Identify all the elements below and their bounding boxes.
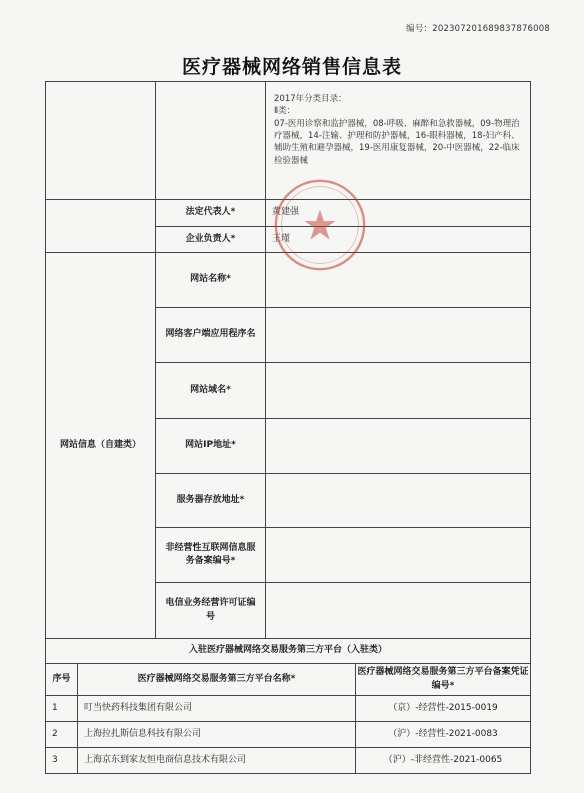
- row-platform-name: 上海京东到家友恒电商信息技术有限公司: [78, 748, 356, 774]
- document-number: 编号：20230720168983787​6008: [406, 24, 550, 34]
- blank-cell: [46, 200, 156, 253]
- legal-rep-row: [46, 200, 531, 227]
- ip-label: 网站IP地址*: [156, 419, 266, 474]
- client-app-value: [266, 308, 531, 363]
- category-class: Ⅱ类：: [274, 106, 296, 117]
- enterprise-head-label: 企业负责人*: [156, 227, 266, 253]
- legal-rep-label: 法定代表人*: [156, 200, 266, 227]
- icp-record-value: [266, 528, 531, 583]
- category-row: [46, 82, 531, 200]
- header-seq: 序号: [46, 664, 78, 696]
- row-seq: 1: [46, 696, 78, 722]
- page-title: 医疗器械网络销售信息表: [181, 56, 402, 78]
- website-info-label: 网站信息（自建类）: [46, 253, 156, 639]
- telecom-license-label: 电信业务经营许可证编号: [156, 583, 266, 639]
- ip-value: [266, 419, 531, 474]
- row-record-number: （京）-经营性-2015-0019: [356, 696, 531, 722]
- domain-label: 网站域名*: [156, 363, 266, 419]
- category-cell: [266, 82, 531, 200]
- sales-info-table: [45, 81, 531, 774]
- row-platform-name: 叮当快药科技集团有限公司: [78, 696, 356, 722]
- header-platform-name: 医疗器械网络交易服务第三方平台名称*: [78, 664, 356, 696]
- row-seq: 3: [46, 748, 78, 774]
- enterprise-head-value: 王瑾: [266, 227, 531, 253]
- legal-rep-value: 黄建强: [266, 200, 531, 227]
- row-record-number: （沪）-经营性-2021-0083: [356, 722, 531, 748]
- platform-header-row: [46, 664, 531, 696]
- table-row: [46, 722, 531, 748]
- server-address-label: 服务器存放地址*: [156, 474, 266, 528]
- website-name-label: 网站名称*: [156, 253, 266, 308]
- row-platform-name: 上海拉扎斯信息科技有限公司: [78, 722, 356, 748]
- blank-cell: [156, 82, 266, 200]
- platform-section-row: [46, 639, 531, 664]
- website-name-value: [266, 253, 531, 308]
- table-row: [46, 748, 531, 774]
- platform-section-title: 入驻医疗器械网络交易服务第三方平台（入驻类）: [46, 639, 531, 664]
- table-row: [46, 696, 531, 722]
- header-record-number: 医疗器械网络交易服务第三方平台备案凭证编号*: [356, 664, 531, 696]
- blank-cell: [46, 82, 156, 200]
- client-app-label: 网络客户端应用程序名: [156, 308, 266, 363]
- icp-record-label: 非经营性互联网信息服务备案编号*: [156, 528, 266, 583]
- server-address-value: [266, 474, 531, 528]
- telecom-license-value: [266, 583, 531, 639]
- row-record-number: （沪）-非经营性-2021-0065: [356, 748, 531, 774]
- category-items: 07-医用诊察和监护器械，08-呼吸、麻醉和急救器械，09-物理治疗器械，14-注输、护理和防护器械，16-眼科器械，18-妇产科、辅助生殖和避孕器械，19-医用康复器械，20-中医器械，22-临床检验器械: [274, 118, 520, 166]
- category-heading: 2017年分类目录：: [274, 94, 347, 104]
- row-seq: 2: [46, 722, 78, 748]
- domain-value: [266, 363, 531, 419]
- website-field-row: [46, 253, 531, 308]
